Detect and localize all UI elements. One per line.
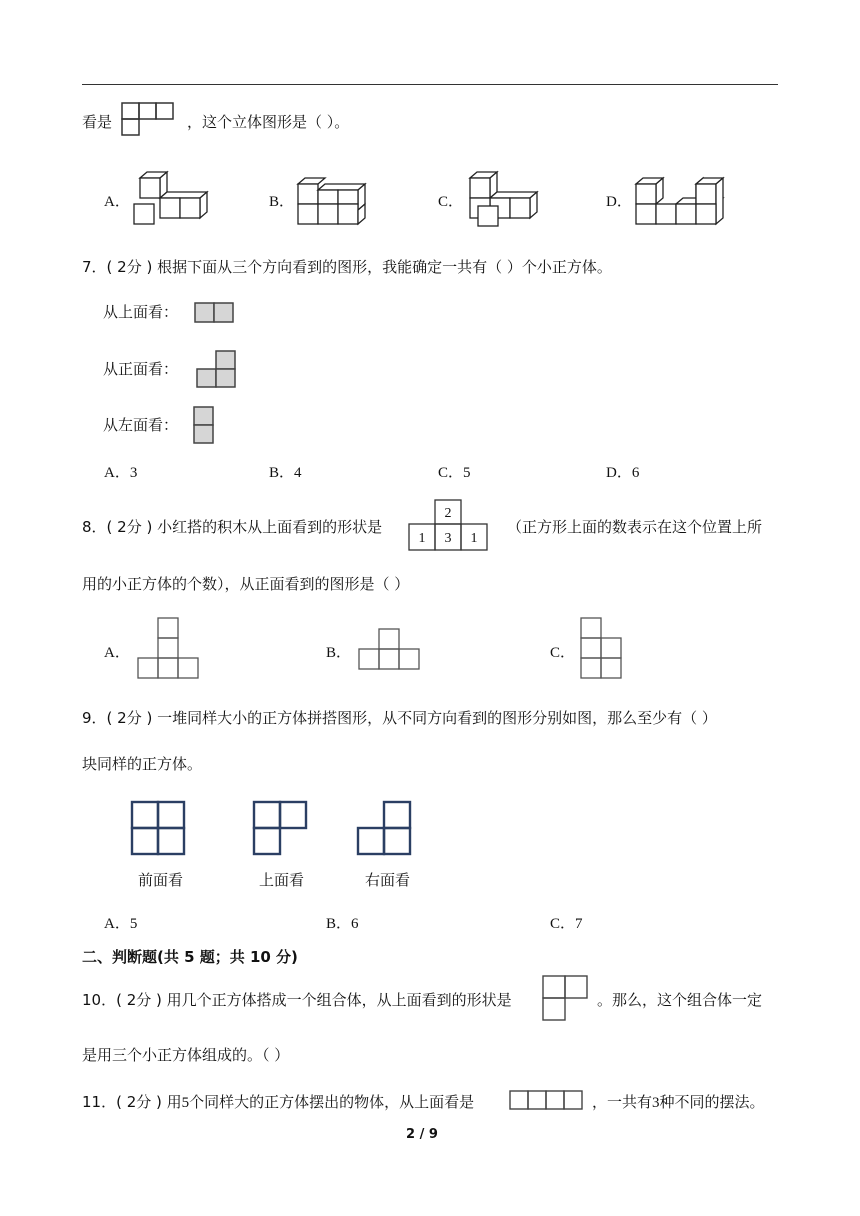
q8-grid-number-middle: 3 [444, 531, 452, 546]
q10-stem-line2: 是用三个小正方体组成的。（ ） [82, 1046, 290, 1064]
q8-option-b-figure[interactable] [358, 627, 422, 671]
q6-option-a-figure[interactable] [134, 170, 214, 226]
q7-stem: 7．( 2分 ) 根据下面从三个方向看到的图形，我能确定一共有（ ）个小正方体。 [82, 258, 612, 276]
q11-stem-suffix-b: 种不同的摆法。 [659, 1093, 765, 1111]
q7-view-left-figure [192, 405, 216, 445]
q8-option-b-label[interactable]: B． [326, 645, 352, 661]
q11-stem [82, 1092, 474, 1113]
q11-stem-mid: 个同样大的正方体摆出的物体，从上面看是 [189, 1093, 475, 1111]
q9-top-view-label: 上面看 [259, 871, 305, 889]
q8-top-view-grid [408, 498, 490, 554]
header-rule [82, 84, 778, 85]
q11-number-5: 5 [181, 1095, 190, 1111]
q9-option-c[interactable]: C．7 [550, 916, 583, 932]
q8-option-c-label[interactable]: C． [550, 645, 576, 661]
page-number: 2 / 9 [406, 1127, 438, 1142]
q9-front-view-label: 前面看 [138, 871, 184, 889]
q6-line-suffix: ，这个立体图形是（ ）。 [187, 113, 350, 131]
q8-grid-number-right: 1 [470, 531, 478, 546]
q9-right-view-figure [356, 800, 414, 858]
q9-right-view-label: 右面看 [365, 871, 411, 889]
q7-option-c[interactable]: C．5 [438, 465, 471, 481]
q9-stem-line2: 块同样的正方体。 [82, 755, 203, 773]
q6-line-prefix: 看是 [82, 113, 113, 131]
q9-option-a[interactable]: A．5 [104, 916, 138, 932]
q11-stem-suffix-a: ，一共有 [592, 1093, 653, 1111]
section-2-title: 二、判断题(共 5 题；共 10 分) [82, 948, 298, 966]
q8-grid-number-top: 2 [444, 506, 452, 521]
q8-option-a-label[interactable]: A． [104, 645, 130, 661]
q6-option-c-figure[interactable] [464, 170, 544, 228]
q6-top-view-figure [120, 101, 176, 137]
q7-view-top-figure [193, 301, 235, 323]
q6-option-b-figure[interactable] [296, 176, 372, 226]
q11-stem-end [592, 1092, 765, 1113]
q6-option-a-label[interactable]: A． [104, 194, 130, 210]
q10-stem-prefix: 10．( 2分 ) 用几个正方体搭成一个组合体，从上面看到的形状是 [82, 991, 512, 1009]
q7-option-a[interactable]: A．3 [104, 465, 138, 481]
q6-option-b-label[interactable]: B． [269, 194, 295, 210]
q9-stem-line1: 9．( 2分 ) 一堆同样大小的正方体拼搭图形，从不同方向看到的图形分别如图，那么至少有（ ） [82, 709, 717, 727]
q8-stem-prefix: 8．( 2分 ) 小红搭的积木从上面看到的形状是 [82, 518, 383, 536]
q7-view-front-label: 从正面看： [103, 360, 179, 378]
q9-top-view-figure [252, 800, 310, 858]
q6-option-c-label[interactable]: C． [438, 194, 464, 210]
q11-number-3: 3 [652, 1095, 660, 1111]
q7-option-d[interactable]: D．6 [606, 465, 640, 481]
q8-stem-line2: 用的小正方体的个数），从正面看到的图形是（ ） [82, 575, 410, 593]
q9-front-view-figure [130, 800, 188, 858]
q7-view-left-label: 从左面看： [103, 416, 179, 434]
q7-option-b[interactable]: B．4 [269, 465, 302, 481]
q8-grid-number-left: 1 [418, 531, 426, 546]
q9-option-b[interactable]: B．6 [326, 916, 359, 932]
q11-top-view-figure [508, 1089, 584, 1113]
q11-stem-prefix: 11．( 2分 ) 用 [82, 1093, 182, 1111]
q7-view-front-figure [195, 349, 237, 389]
q8-option-c-figure[interactable] [580, 616, 624, 680]
q6-option-d-figure[interactable] [634, 176, 720, 226]
q10-top-view-figure [541, 974, 589, 1024]
q8-option-a-figure[interactable] [137, 616, 201, 680]
q6-option-d-label[interactable]: D． [606, 194, 632, 210]
q8-stem-suffix: （正方形上面的数表示在这个位置上所 [507, 518, 763, 536]
q7-view-top-label: 从上面看： [103, 303, 179, 321]
q10-stem-suffix: 。那么，这个组合体一定 [597, 991, 763, 1009]
